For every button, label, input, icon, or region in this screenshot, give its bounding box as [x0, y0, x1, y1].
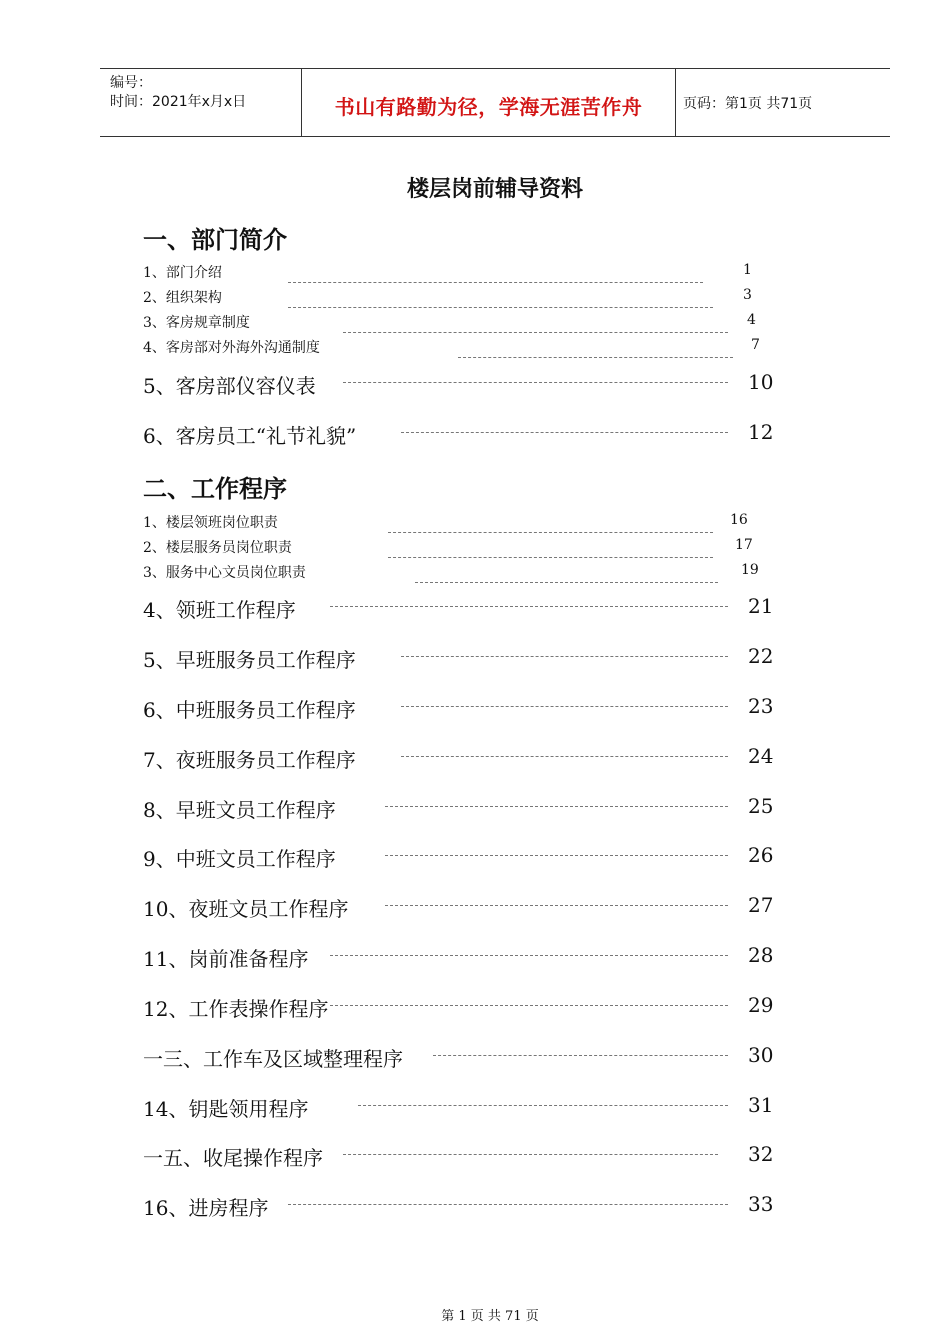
- toc-label: 5、早班服务员工作程序: [143, 648, 356, 672]
- header-page-cell: [675, 69, 890, 136]
- toc-page-number: 22: [748, 644, 774, 668]
- toc-label: 6、中班服务员工作程序: [143, 698, 356, 722]
- toc-label: 10、夜班文员工作程序: [143, 897, 349, 921]
- toc-page-number: 1: [743, 262, 752, 278]
- dot-leader: [288, 307, 713, 308]
- toc-page-number: 21: [748, 594, 774, 618]
- toc-label: 9、中班文员工作程序: [143, 847, 336, 871]
- header-meta-cell: [100, 69, 300, 136]
- toc-page-number: 25: [748, 794, 774, 818]
- toc-page-number: 12: [748, 420, 774, 444]
- toc-label: 一三、工作车及区域整理程序: [143, 1047, 403, 1071]
- time-label: 时间：2021年x月x日: [110, 94, 247, 110]
- document-header: [100, 68, 890, 137]
- toc-page-number: 26: [748, 843, 774, 867]
- toc-label: 1、部门介绍: [143, 265, 222, 281]
- toc-page-number: 19: [741, 562, 759, 578]
- dot-leader: [458, 357, 733, 358]
- toc-page-number: 23: [748, 694, 774, 718]
- dot-leader: [358, 1105, 728, 1106]
- toc-label: 6、客房员工“礼节礼貌”: [143, 424, 357, 448]
- toc-page-number: 3: [743, 287, 752, 303]
- page-footer: 第 1 页 共 71 页: [441, 1309, 539, 1324]
- toc-label: 14、钥匙领用程序: [143, 1097, 309, 1121]
- dot-leader: [401, 656, 728, 657]
- dot-leader: [433, 1055, 728, 1056]
- toc-label: 2、楼层服务员岗位职责: [143, 540, 292, 556]
- toc-label: 一五、收尾操作程序: [143, 1146, 323, 1170]
- toc-label: 8、早班文员工作程序: [143, 798, 336, 822]
- dot-leader: [288, 282, 703, 283]
- dot-leader: [388, 557, 713, 558]
- toc-page-number: 32: [748, 1142, 774, 1166]
- toc-page-number: 29: [748, 993, 774, 1017]
- dot-leader: [330, 1005, 728, 1006]
- toc-page-number: 27: [748, 893, 774, 917]
- dot-leader: [401, 706, 728, 707]
- dot-leader: [385, 905, 728, 906]
- toc-label: 2、组织架构: [143, 290, 222, 306]
- toc-label: 3、服务中心文员岗位职责: [143, 565, 306, 581]
- number-label: 编号：: [110, 75, 152, 91]
- dot-leader: [401, 432, 728, 433]
- toc-page-number: 4: [747, 312, 756, 328]
- toc-page-number: 10: [748, 370, 774, 394]
- dot-leader: [288, 1204, 728, 1205]
- toc-page-number: 7: [751, 337, 760, 353]
- toc-page-number: 30: [748, 1043, 774, 1067]
- dot-leader: [385, 806, 728, 807]
- toc-label: 12、工作表操作程序: [143, 997, 329, 1021]
- dot-leader: [401, 756, 728, 757]
- dot-leader: [385, 855, 728, 856]
- toc-label: 7、夜班服务员工作程序: [143, 748, 356, 772]
- toc-page-number: 24: [748, 744, 774, 768]
- dot-leader: [415, 582, 718, 583]
- toc-label: 1、楼层领班岗位职责: [143, 515, 278, 531]
- dot-leader: [343, 382, 728, 383]
- header-motto-cell: [301, 69, 676, 136]
- dot-leader: [388, 532, 713, 533]
- page-info: 页码：第1页 共71页: [683, 96, 813, 112]
- toc-label: 16、进房程序: [143, 1196, 269, 1220]
- toc-label: 11、岗前准备程序: [143, 947, 309, 971]
- toc-page-number: 33: [748, 1192, 774, 1216]
- toc-page-number: 31: [748, 1093, 774, 1117]
- section-heading-procedures: 二、工作程序: [143, 475, 287, 503]
- toc-label: 4、客房部对外海外沟通制度: [143, 340, 320, 356]
- section-heading-intro: 一、部门简介: [143, 226, 287, 254]
- toc-label: 3、客房规章制度: [143, 315, 250, 331]
- toc-label: 4、领班工作程序: [143, 598, 296, 622]
- toc-label: 5、客房部仪容仪表: [143, 374, 316, 398]
- dot-leader: [343, 1154, 718, 1155]
- toc-page-number: 17: [735, 537, 753, 553]
- motto-text: 书山有路勤为径，学海无涯苦作舟: [334, 95, 643, 119]
- document-title: 楼层岗前辅导资料: [406, 177, 583, 202]
- toc-page-number: 16: [730, 512, 748, 528]
- toc-page-number: 28: [748, 943, 774, 967]
- dot-leader: [343, 332, 728, 333]
- dot-leader: [330, 955, 728, 956]
- dot-leader: [330, 606, 728, 607]
